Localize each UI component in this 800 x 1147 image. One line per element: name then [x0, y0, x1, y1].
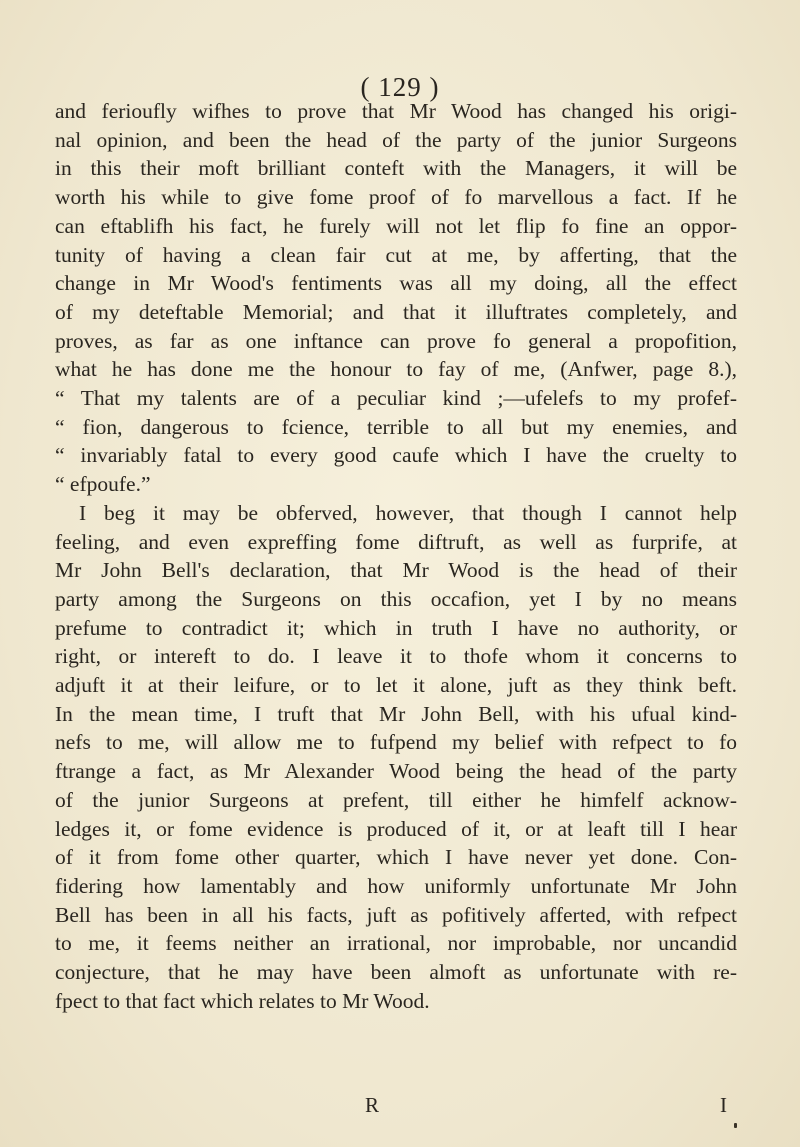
- text-line: adjuft it at their leifure, or to let it alone, juft as they think beft.: [55, 673, 737, 697]
- text-line: “ That my talents are of a peculiar kind ;—ufelefs to my profef-: [55, 386, 737, 410]
- text-line: In the mean time, I truft that Mr John Bell, with his ufual kind-: [55, 701, 737, 726]
- paper-speck: [734, 1123, 737, 1128]
- text-line: what he has done me the honour to fay of me, (Anfwer, page 8.),: [55, 357, 737, 382]
- text-line: nal opinion, and been the head of the party of the junior Surgeons: [55, 127, 737, 152]
- text-line: change in Mr Wood's fentiments was all my doing, all the effect: [55, 271, 737, 296]
- text-line: Bell has been in all his facts, juft as pofitively afferted, with refpect: [55, 902, 737, 927]
- text-line: can eftablifh his fact, he furely will not let flip fo fine an oppor-: [55, 213, 737, 238]
- text-line: Mr John Bell's declaration, that Mr Wood is the head of their: [55, 558, 737, 583]
- text-line: ledges it, or fome evidence is produced of it, or at leaft till I hear: [55, 816, 737, 841]
- signature-mark: R: [365, 1093, 380, 1117]
- text-line: of it from fome other quarter, which I have never yet done. Con-: [55, 845, 737, 870]
- page-number: ( 129 ): [360, 72, 440, 102]
- text-line: “ efpoufe.”: [55, 472, 151, 497]
- text-line: fidering how lamentably and how uniformly unfortunate Mr John: [55, 873, 737, 898]
- text-line: proves, as far as one inftance can prove fo general a propofition,: [55, 328, 737, 353]
- text-line: conjecture, that he may have been almoft as unfortunate with re-: [55, 960, 737, 984]
- text-line: “ invariably fatal to every good caufe which I have the cruelty to: [55, 443, 737, 468]
- text-line: tunity of having a clean fair cut at me, by afferting, that the: [55, 242, 737, 267]
- text-line: fpect to that fact which relates to Mr Wood.: [55, 988, 430, 1013]
- text-line: party among the Surgeons on this occafion, yet I by no means: [55, 586, 737, 611]
- text-line: feeling, and even expreffing fome diftruft, as well as furprife, at: [55, 529, 737, 554]
- text-line: worth his while to give fome proof of fo marvellous a fact. If he: [55, 185, 737, 210]
- text-line: nefs to me, will allow me to fufpend my belief with refpect to fo: [55, 730, 737, 755]
- text-line: ftrange a fact, as Mr Alexander Wood being the head of the party: [55, 759, 737, 784]
- text-line: of my deteftable Memorial; and that it illuftrates completely, and: [55, 299, 737, 324]
- text-line: and ferioufly wifhes to prove that Mr Wood has changed his origi-: [55, 99, 737, 123]
- catchword: I: [720, 1093, 727, 1117]
- text-line: prefume to contradict it; which in truth I have no authority, or: [55, 615, 737, 640]
- text-line: to me, it feems neither an irrational, nor improbable, nor uncandid: [55, 931, 737, 956]
- text-line: in this their moft brilliant conteft with the Managers, it will be: [55, 156, 737, 181]
- text-line: of the junior Surgeons at prefent, till either he himfelf acknow-: [55, 787, 737, 812]
- text-line: right, or intereft to do. I leave it to thofe whom it concerns to: [55, 644, 737, 669]
- text-line: “ fion, dangerous to fcience, terrible to all but my enemies, and: [55, 414, 737, 439]
- text-line: I beg it may be obferved, however, that though I cannot help: [79, 500, 737, 525]
